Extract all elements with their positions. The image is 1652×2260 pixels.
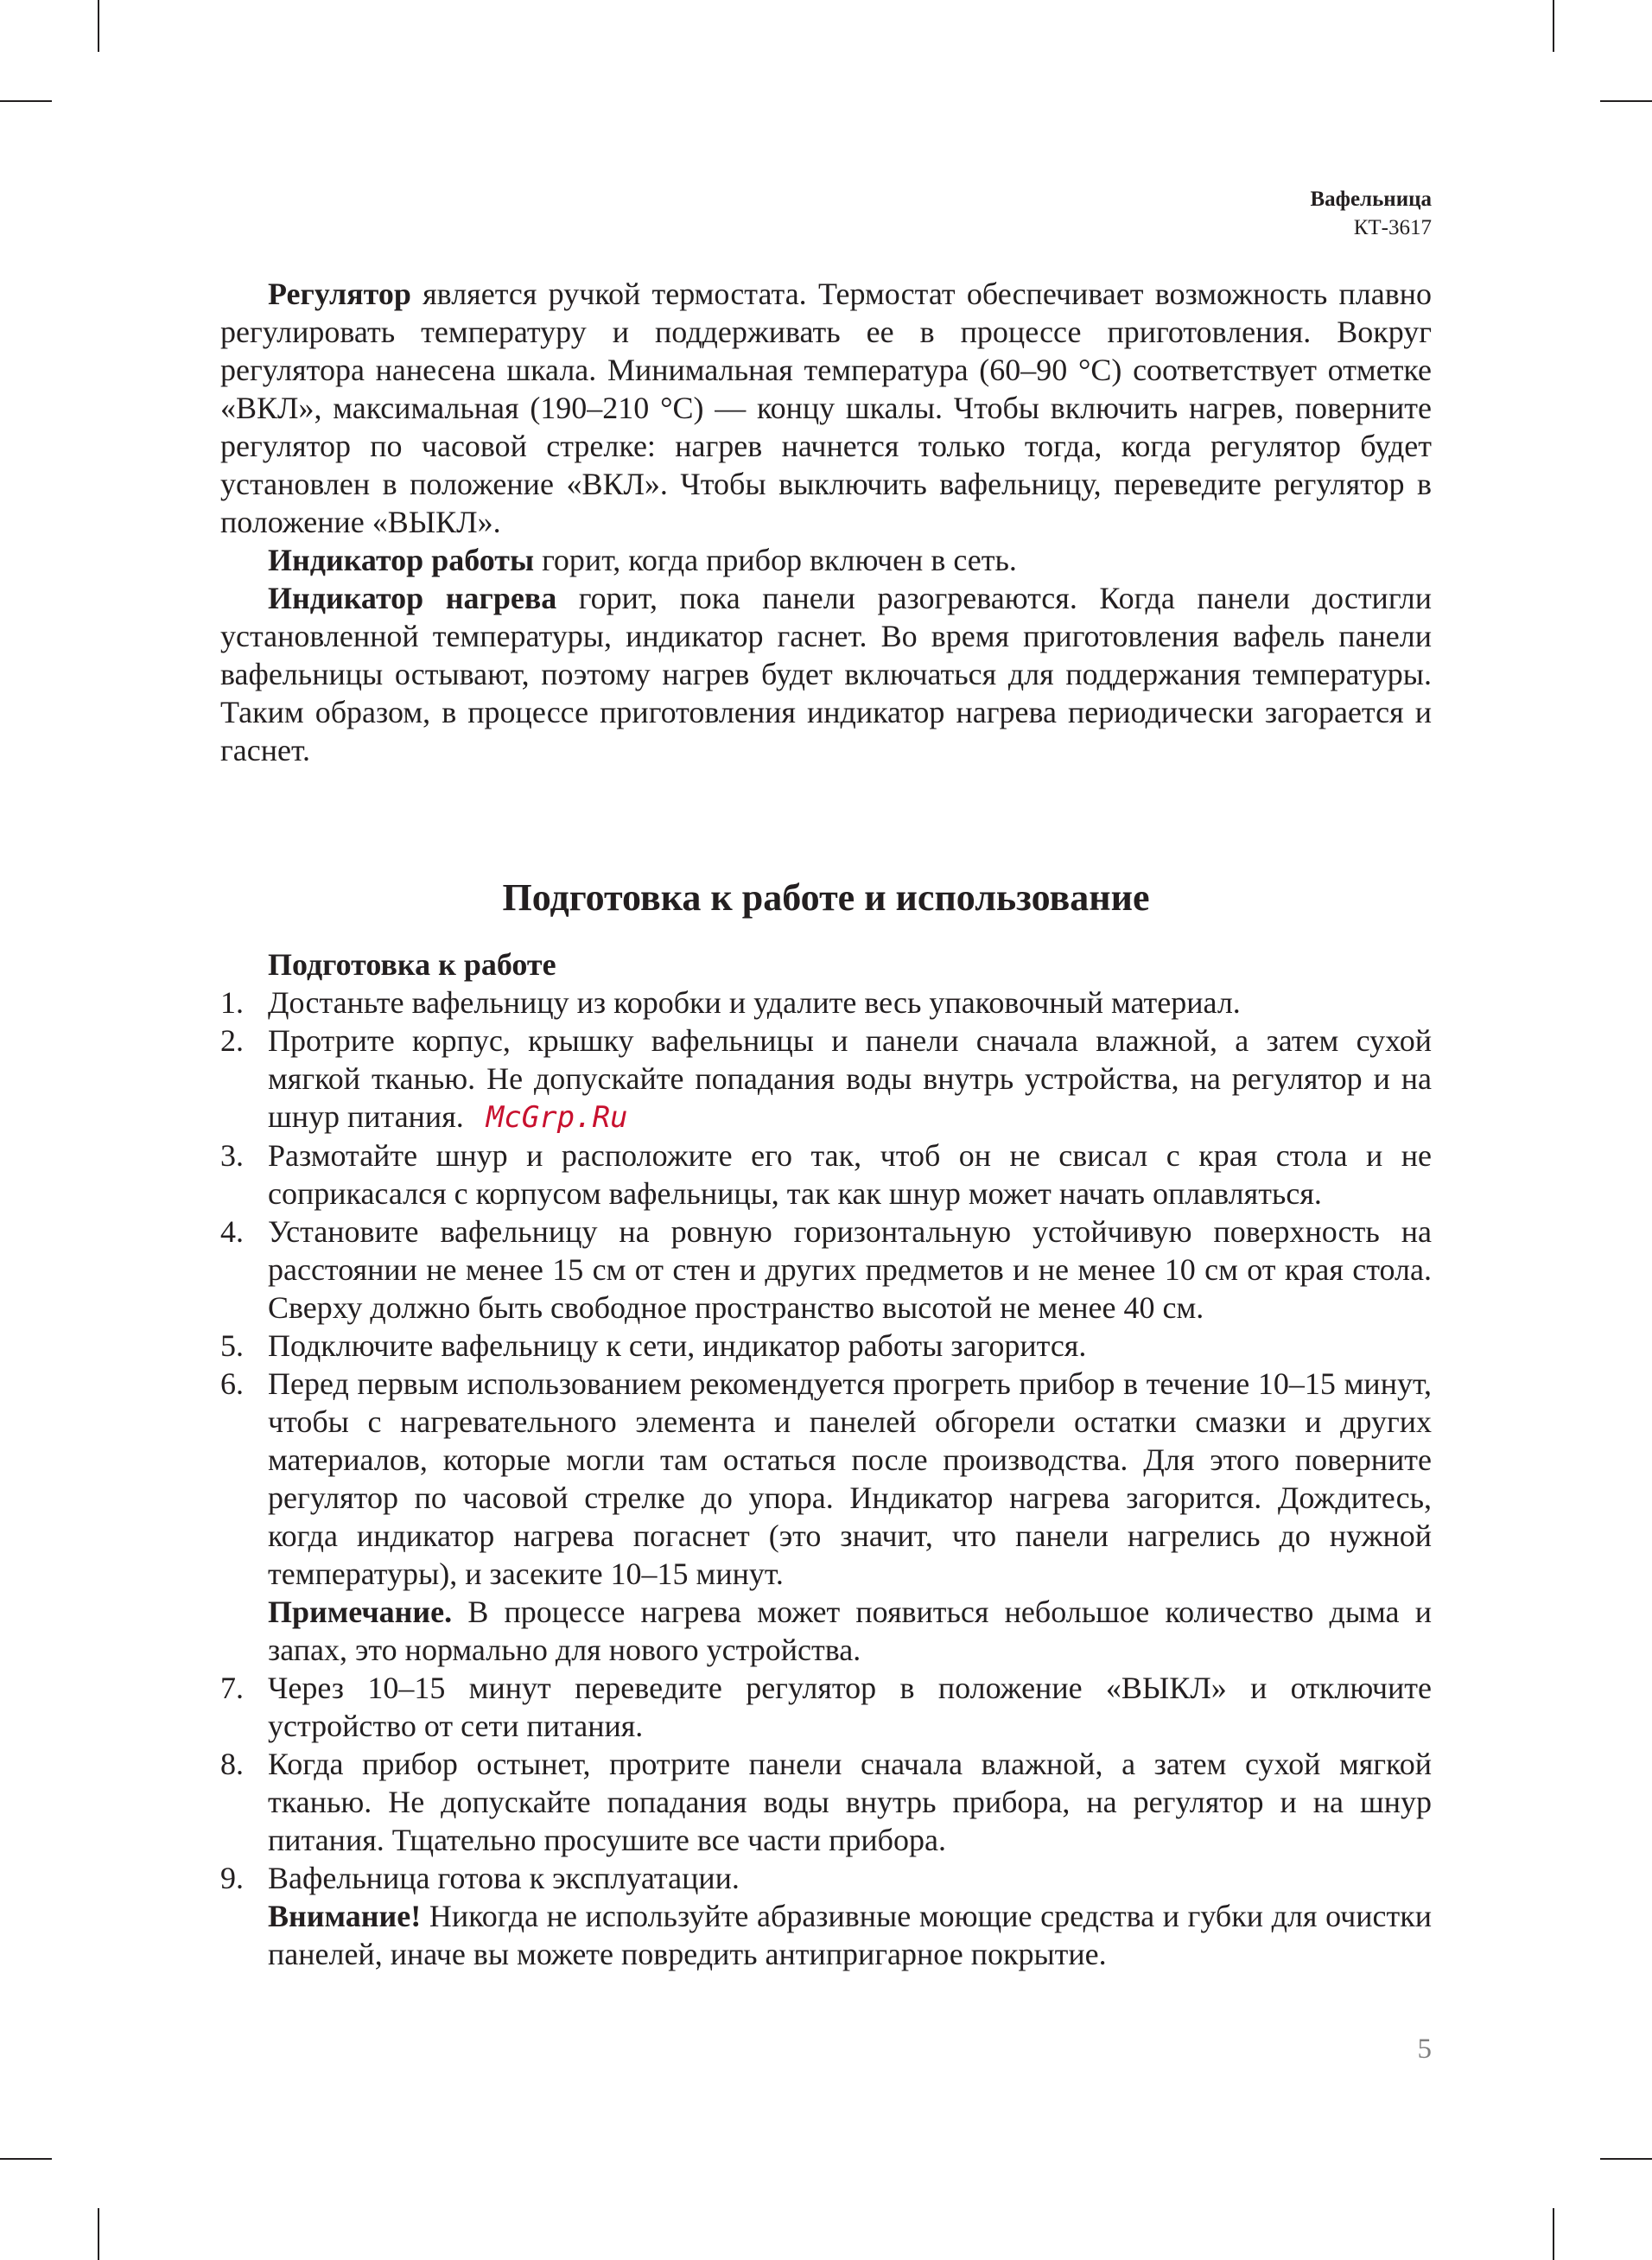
paragraph-text: горит, пока панели разогреваются. Когда панели достигли установленной температуры, индикатор гаснет. Во время приготовления вафель панели вафельницы остывают, поэтому нагрев будет включаться для поддержания температуры. Таким образом, в процессе приготовления индикатор нагрева периодически загорается и гаснет. (220, 581, 1432, 767)
step-text: Перед первым использованием рекомендуется прогреть прибор в течение 10–15 минут, чтобы с нагревательного элемента и панелей обгорели остатки смазки и других материалов, которые могли там остаться после производства. Для этого поверните регулятор по часовой стрелке до упора. Индикатор нагрева загорится. Дождитесь, когда индикатор нагрева погаснет (это значит, что панели нагрелись до нужной температуры), и засеките 10–15 минут. (268, 1366, 1432, 1591)
paragraph-regulator (220, 275, 1432, 541)
running-header (1310, 185, 1432, 242)
list-item (220, 984, 1432, 1022)
crop-mark (1553, 0, 1554, 52)
step-text: Когда прибор остынет, протрите панели сначала влажной, а затем сухой мягкой тканью. Не допускайте попадания воды внутрь прибора, на регулятор и на шнур питания. Тщательно просушите все части прибора. (268, 1747, 1432, 1857)
list-item (220, 1669, 1432, 1745)
step-number: 8. (220, 1747, 244, 1781)
list-item (220, 1859, 1432, 1973)
crop-mark (0, 100, 52, 102)
crop-mark (1600, 100, 1652, 102)
term: Индикатор работы (268, 543, 535, 577)
crop-mark (0, 2158, 52, 2160)
step-note (268, 1897, 1432, 1973)
model-number: КТ-3617 (1353, 216, 1432, 239)
list-item (220, 1213, 1432, 1327)
step-text: Размотайте шнур и расположите его так, чтоб он не свисал с края стола и не соприкасался с корпусом вафельницы, так как шнур может начать оплавляться. (268, 1138, 1432, 1211)
crop-mark (1600, 2158, 1652, 2160)
step-note (268, 1593, 1432, 1669)
crop-mark (98, 0, 99, 52)
paragraph-text: горит, когда прибор включен в сеть. (534, 543, 1017, 577)
note-label: Примечание. (268, 1595, 453, 1629)
page-content (220, 275, 1432, 1973)
note-label: Внимание! (268, 1899, 422, 1933)
note-text: В процессе нагрева может появиться небольшое количество дыма и запах, это нормально для нового устройства. (268, 1595, 1432, 1667)
step-text: Вафельница готова к эксплуатации. (268, 1861, 740, 1895)
step-number: 5. (220, 1328, 244, 1363)
step-text: Протрите корпус, крышку вафельницы и панели сначала влажной, а затем сухой мягкой тканью. Не допускайте попадания воды внутрь устройства, на регулятор и на шнур питания. (268, 1023, 1432, 1134)
steps-list (220, 984, 1432, 1973)
list-item (220, 1327, 1432, 1365)
step-number: 9. (220, 1861, 244, 1895)
paragraph-heat-indicator (220, 579, 1432, 769)
watermark: McGrp.Ru (486, 1100, 628, 1135)
step-text: Достаньте вафельницу из коробки и удалите весь упаковочный материал. (268, 985, 1241, 1020)
step-number: 2. (220, 1023, 244, 1058)
step-text: Через 10–15 минут переведите регулятор в положение «ВЫКЛ» и отключите устройство от сети питания. (268, 1671, 1432, 1743)
list-item (220, 1745, 1432, 1859)
step-number: 3. (220, 1138, 244, 1173)
list-item (220, 1022, 1432, 1136)
term: Регулятор (268, 277, 411, 311)
subheading: Подготовка к работе (268, 947, 556, 982)
list-item (220, 1136, 1432, 1213)
section-title: Подготовка к работе и использование (502, 876, 1150, 919)
step-text: Установите вафельницу на ровную горизонтальную устойчивую поверхность на расстоянии не менее 15 см от стен и других предметов и не менее 10 см от края стола. Сверху должно быть свободное пространство высотой не менее 40 см. (268, 1214, 1432, 1325)
paragraph-power-indicator (220, 541, 1432, 579)
product-name: Вафельница (1310, 188, 1432, 211)
paragraph-text: является ручкой термостата. Термостат обеспечивает возможность плавно регулировать температуру и поддерживать ее в процессе приготовления. Вокруг регулятора нанесена шкала. Минимальная температура (60–90 °С) соответствует отметке «ВКЛ», максимальная (190–210 °С) — концу шкалы. Чтобы включить нагрев, поверните регулятор по часовой стрелке: нагрев начнется только тогда, когда регулятор будет установлен в положение «ВКЛ». Чтобы выключить вафельницу, переведите регулятор в положение «ВЫКЛ». (220, 277, 1432, 539)
step-number: 7. (220, 1671, 244, 1705)
step-number: 1. (220, 985, 244, 1020)
crop-mark (98, 2208, 99, 2260)
note-text: Никогда не используйте абразивные моющие средства и губки для очистки панелей, иначе вы можете повредить антипригарное покрытие. (268, 1899, 1432, 1971)
step-number: 6. (220, 1366, 244, 1401)
page-number: 5 (1417, 2034, 1432, 2065)
term: Индикатор нагрева (268, 581, 557, 615)
step-number: 4. (220, 1214, 244, 1249)
step-text: Подключите вафельницу к сети, индикатор работы загорится. (268, 1328, 1087, 1363)
list-item (220, 1365, 1432, 1669)
crop-mark (1553, 2208, 1554, 2260)
